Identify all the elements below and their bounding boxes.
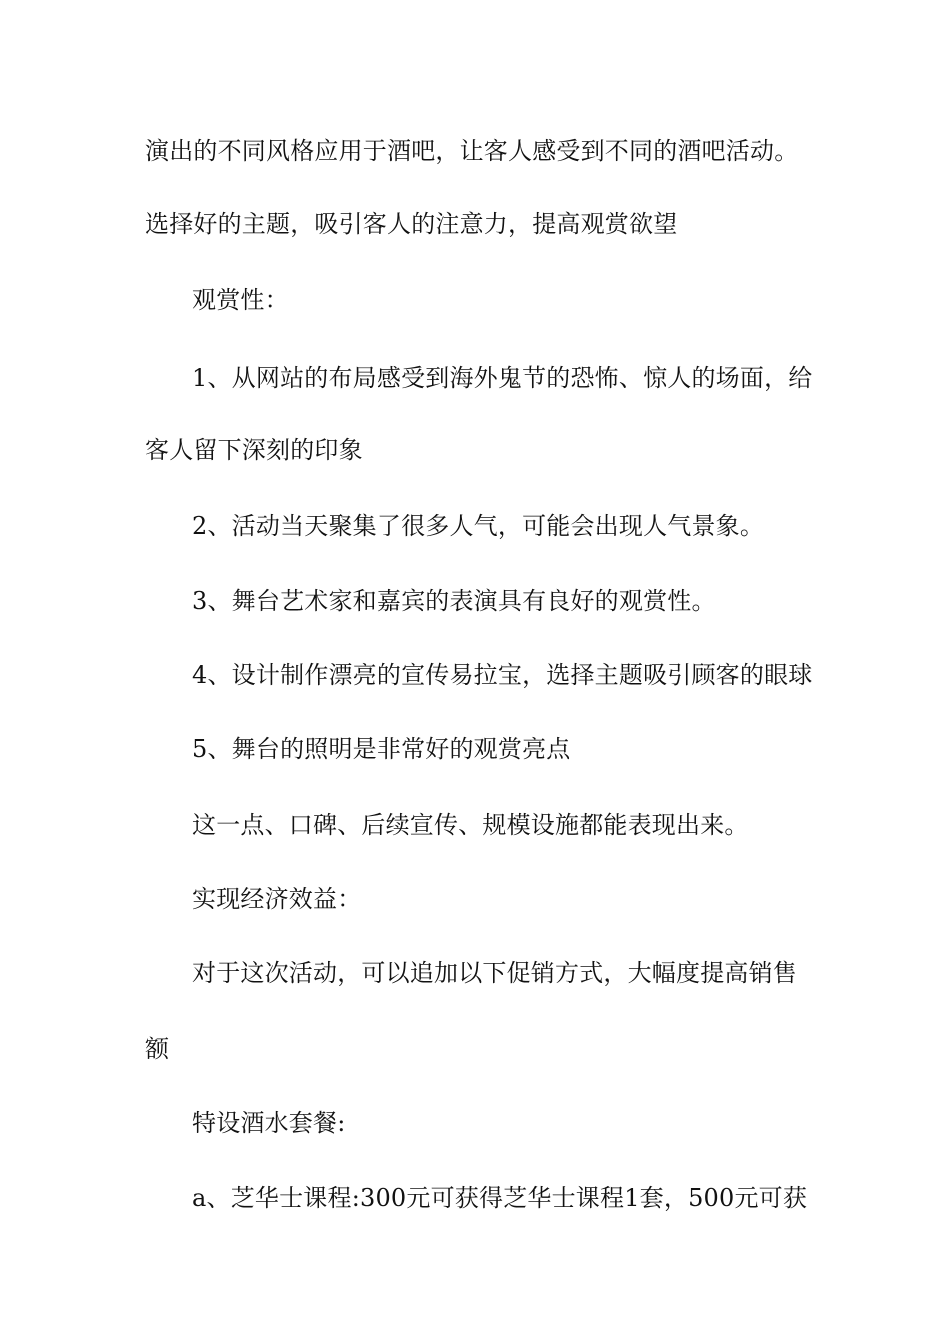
section-heading: 特设酒水套餐:: [192, 1109, 346, 1137]
paragraph-line: 对于这次活动，可以追加以下促销方式，大幅度提高销售: [192, 959, 797, 987]
list-item-line: 3、舞台艺术家和嘉宾的表演具有良好的观赏性。: [192, 587, 716, 615]
list-item-line: 4、设计制作漂亮的宣传易拉宝，选择主题吸引顾客的眼球: [192, 661, 813, 689]
list-item-line: 5、舞台的照明是非常好的观赏亮点: [192, 735, 571, 763]
list-item-line: 2、活动当天聚集了很多人气，可能会出现人气景象。: [192, 512, 765, 540]
list-item-line: 客人留下深刻的印象: [145, 436, 363, 464]
paragraph-line: 额: [145, 1035, 170, 1063]
list-item-line: 1、从网站的布局感受到海外鬼节的恐怖、惊人的场面，给: [192, 364, 813, 392]
paragraph-line: 演出的不同风格应用于酒吧，让客人感受到不同的酒吧活动。: [145, 137, 799, 165]
paragraph-line: 这一点、口碑、后续宣传、规模设施都能表现出来。: [192, 811, 749, 839]
list-item-line: a、芝华士课程:300元可获得芝华士课程1套，500元可获: [192, 1184, 808, 1212]
paragraph-line: 选择好的主题，吸引客人的注意力，提高观赏欲望: [145, 210, 678, 238]
section-heading: 实现经济效益：: [192, 885, 362, 913]
section-heading: 观赏性：: [192, 286, 289, 314]
